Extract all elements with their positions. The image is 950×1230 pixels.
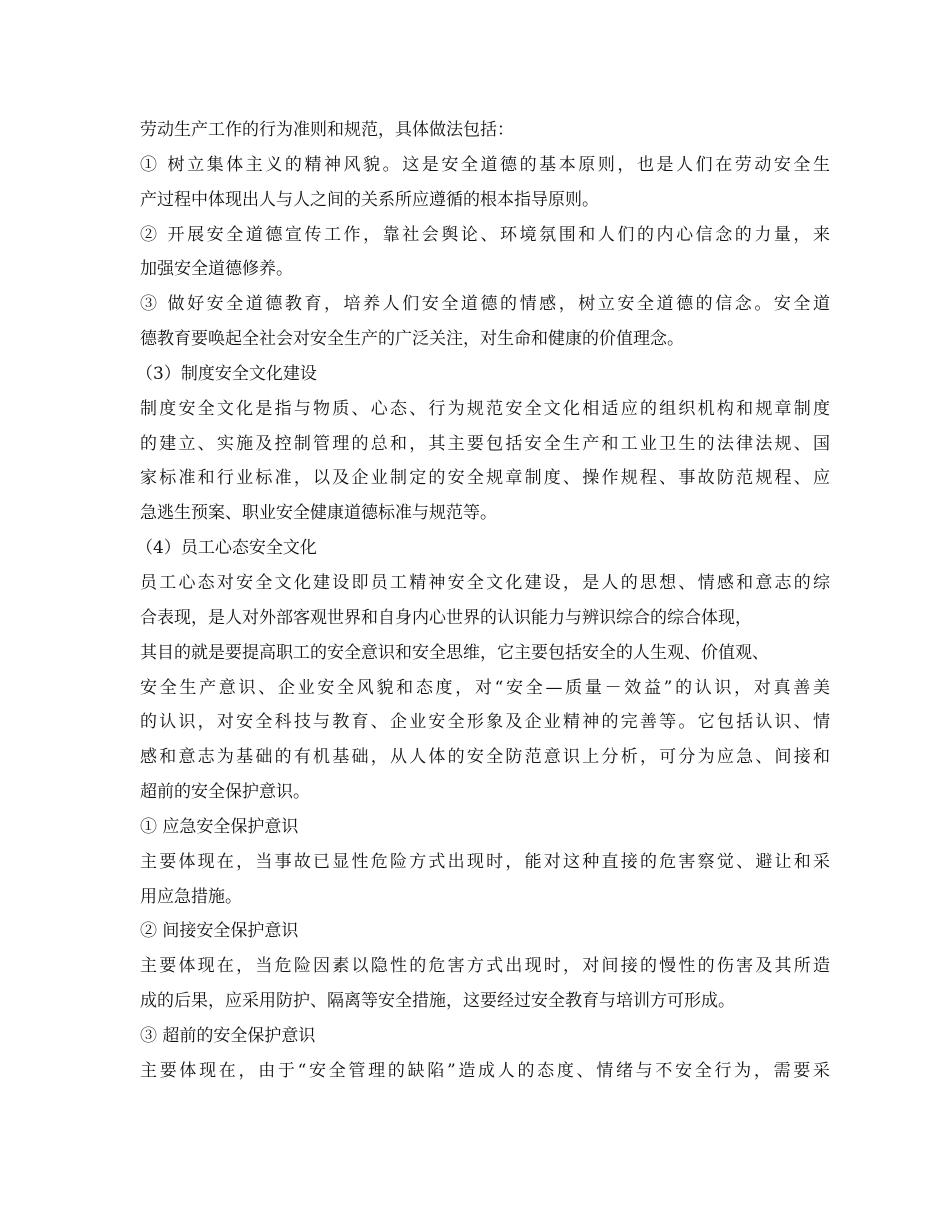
text-line: 的认识，对安全科技与教育、企业安全形象及企业精神的完善等。它包括认识、情 [140,712,830,733]
text-line: 感和意志为基础的有机基础，从人体的安全防范意识上分析，可分为应急、间接和 [140,747,830,768]
text-line: 超前的安全保护意识。 [140,782,310,803]
text-line: 主要体现在，当事故已显性危险方式出现时，能对这种直接的危害察觉、避让和采 [140,851,830,872]
text-line: 用应急措施。 [140,886,242,907]
section-heading: （3）制度安全文化建设 [136,363,317,384]
text-line: 合表现，是人对外部客观世界和自身内心世界的认识能力与辨识综合的综合体现， [140,607,752,628]
text-line: 其目的就是要提高职工的安全意识和安全思维，它主要包括安全的人生观、价值观、 [140,642,769,663]
text-line: 劳动生产工作的行为准则和规范，具体做法包括： [140,120,514,140]
sub-heading: ② 间接安全保护意识 [140,921,299,942]
text-line: 员工心态对安全文化建设即员工精神安全文化建设，是人的思想、情感和意志的综 [140,572,830,593]
text-line: 家标准和行业标准，以及企业制定的安全规章制度、操作规程、事故防范规程、应 [140,468,830,489]
text-line: 产过程中体现出人与人之间的关系所应遵循的根本指导原则。 [140,189,599,210]
list-item-2: ② 开展安全道德宣传工作，靠社会舆论、环境氛围和人们的内心信念的力量，来 [140,224,830,245]
text-line: 安全生产意识、企业安全风貌和态度，对“安全—质量－效益”的认识，对真善美 [140,677,830,698]
text-line: 制度安全文化是指与物质、心态、行为规范安全文化相适应的组织机构和规章制度 [140,398,830,419]
text-line: 加强安全道德修养。 [140,259,293,280]
text-line: 的建立、实施及控制管理的总和，其主要包括安全生产和工业卫生的法律法规、国 [140,433,830,454]
text-line: 成的后果，应采用防护、隔离等安全措施，这要经过安全教育与培训方可形成。 [140,991,735,1012]
sub-heading: ① 应急安全保护意识 [140,816,299,837]
text-line: 德教育要唤起全社会对安全生产的广泛关注，对生命和健康的价值理念。 [140,329,684,350]
text-line: 主要体现在，由于“安全管理的缺陷”造成人的态度、情绪与不安全行为，需要采 [140,1060,830,1081]
text-line: 主要体现在，当危险因素以隐性的危害方式出现时，对间接的慢性的伤害及其所造 [140,956,830,977]
list-item-1: ① 树立集体主义的精神风貌。这是安全道德的基本原则，也是人们在劳动安全生 [140,154,830,175]
list-item-3: ③ 做好安全道德教育，培养人们安全道德的情感，树立安全道德的信念。安全道 [140,294,830,315]
text-line: 急逃生预案、职业安全健康道德标准与规范等。 [140,503,497,524]
sub-heading: ③ 超前的安全保护意识 [140,1025,316,1046]
section-heading: （4）员工心态安全文化 [136,538,317,559]
document-body [136,113,830,1089]
